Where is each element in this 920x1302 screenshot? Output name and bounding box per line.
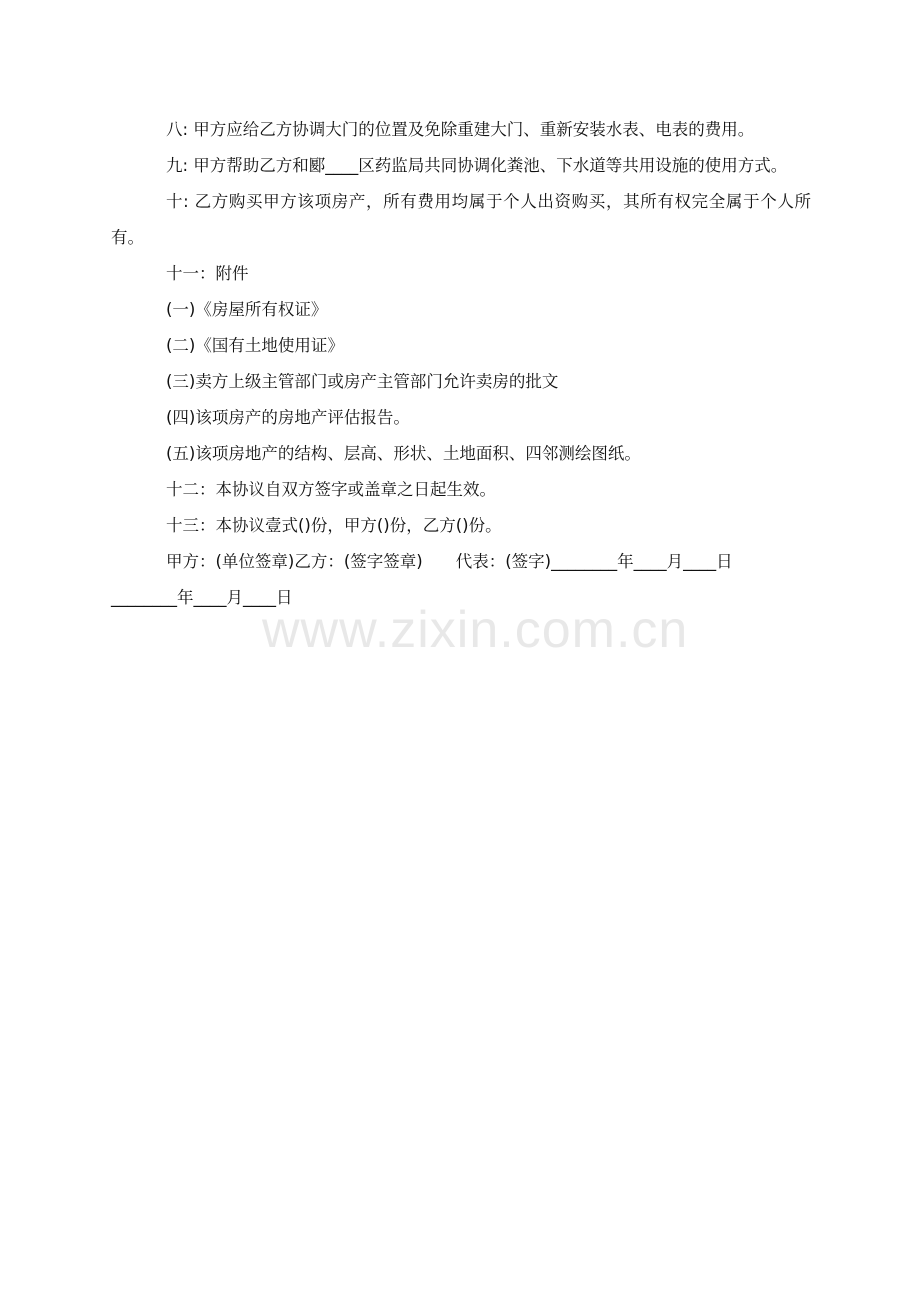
attachment-item-5: (五)该项房地产的结构、层高、形状、土地面积、四邻测绘图纸。 [166,444,641,463]
clause-12: 十二：本协议自双方签字或盖章之日起生效。 [166,480,496,499]
signature-line: 甲方：(单位签章)乙方：(签字签章) 代表：(签字)________年____月____日 [166,552,733,571]
document-body [111,112,811,616]
attachment-item-3: (三)卖方上级主管部门或房产主管部门允许卖房的批文 [166,372,559,391]
watermark: www.zixin.com.cn [262,601,689,659]
clause-11-heading: 十一：附件 [166,264,249,283]
attachment-item-2: (二)《国有土地使用证》 [166,336,344,355]
signature-date-line: ________年____月____日 [111,588,293,607]
clause-13: 十三：本协议壹式()份，甲方()份，乙方()份。 [166,516,502,535]
clause-10: 十: 乙方购买甲方该项房产，所有费用均属于个人出资购买，其所有权完全属于个人所有。 [111,192,811,247]
attachment-item-1: (一)《房屋所有权证》 [166,300,328,319]
clause-8: 八: 甲方应给乙方协调大门的位置及免除重建大门、重新安装水表、电表的费用。 [166,120,755,139]
clause-9: 九: 甲方帮助乙方和郾____区药监局共同协调化粪池、下水道等共用设施的使用方式。 [166,156,788,175]
attachment-item-4: (四)该项房产的房地产评估报告。 [166,408,410,427]
